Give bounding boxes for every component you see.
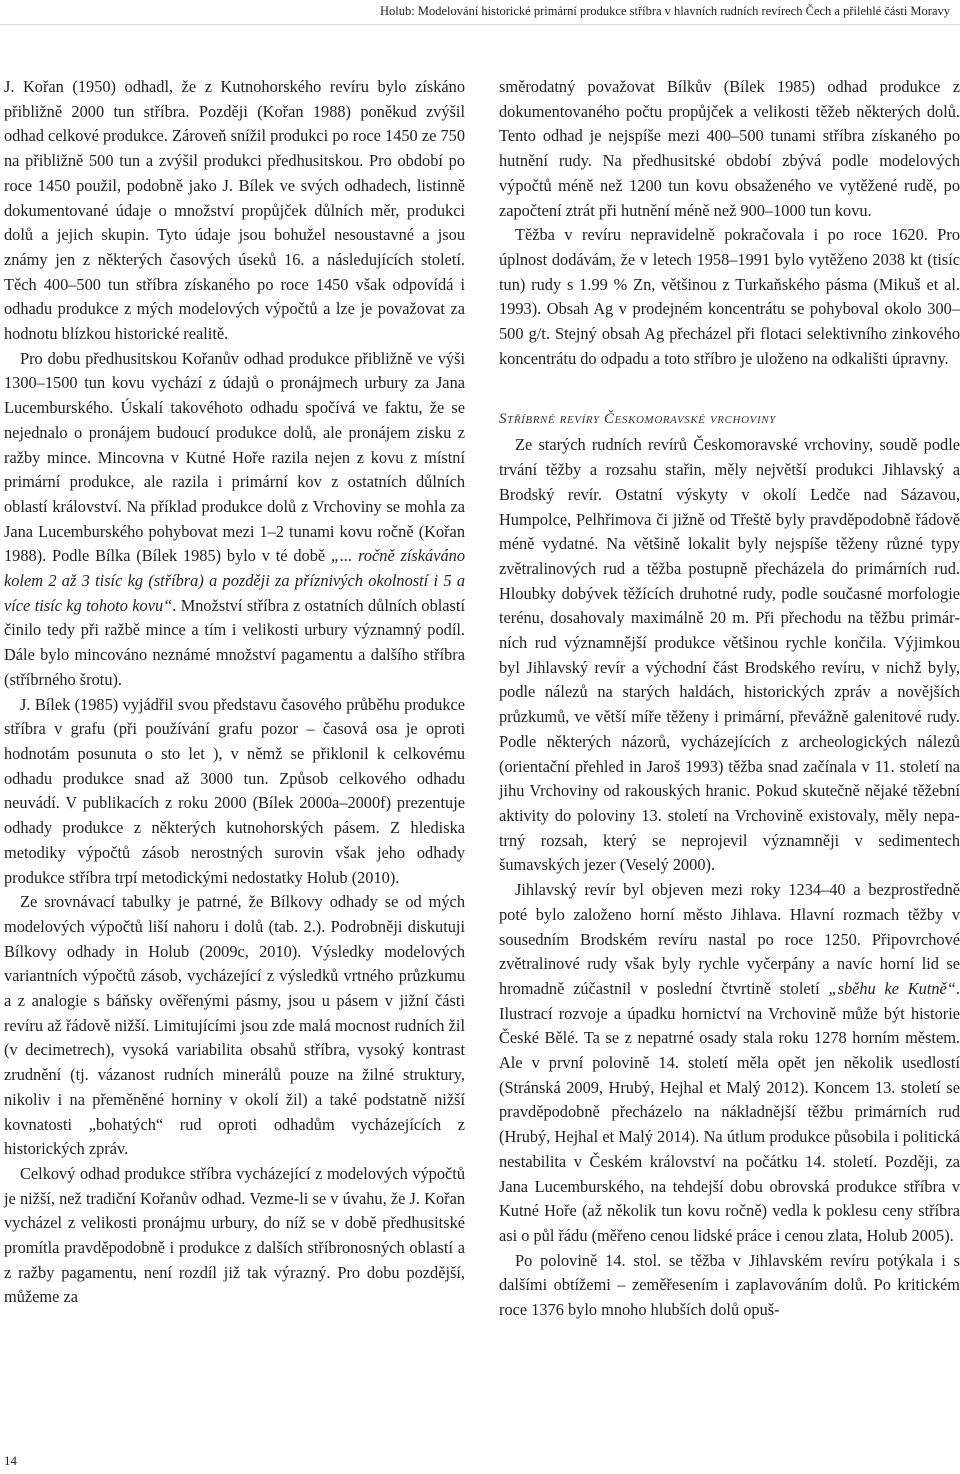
paragraph: J. Bílek (1985) vyjádřil svou představu časového průběhu produkce stříbra v grafu (při používání grafu pozor – časová osa je oproti hodnotám posunuta o sto let ), v němž se přiklonil k celkovému odhadu produkce snad až 3000 tun. Způsob celkového odhadu neuvádí. V publikacích z roku 2000 (Bílek 2000a–2000f) prezentuje odhady produkce z některých kutnohorských pásem. Z hlediska metodiky výpočtů zásob nerostných surovin však jeho odhady produkce stříbra trpí metodickými nedostatky Holub (2010). (4, 694, 465, 887)
paragraph (4, 347, 465, 693)
paragraph: Ze starých rudních revírů Českomoravské vrchoviny, soudě podle trvání těžby a rozsahu stařin, měly největší produkci Jihlavský a Brodský revír. Ostatní výskyty v okolí Ledče nad Sázavou, Humpolce, Pelhřimova či jižně od Třeště byly pravděpodobně řádově méně vydatné. Na většině lokalit byly nejspíše těženy různé typy zvětralinových rud a těžba postupně přecházela do primárních rud. Hloubky dobývek těžících druhotné rudy, podle současné morfologie terénu, dosahovaly maximálně 20 m. Při přechodu na těžbu primárních rud významnější produkce většinou rychle končila. Výjimkou byl Jihlavský revír a východní část Brodského revíru, v nichž byly, podle nálezů na starých haldách, historických zpráv a novějších průzkumů, ve větší míře těženy i primární, převážně galenitové rudy. Podle některých názorů, vycházejících z archeologických nálezů (orientační přehled in Jaroš 1993) těžba snad začínala v 11. století na jihu Vrchoviny od rakouských hranic. Pokud skutečně nějaké těžební aktivity do poloviny 13. století na Vrchovině existovaly, měly nepatrný rozsah, který se neprojevil významněji v sedimentech šumavských jezer (Veselý 2000). (499, 435, 960, 875)
paragraph: Těžba v revíru nepravidelně pokračovala i po roce 1620. Pro úplnost dodávám, že v letech 1958–1991 bylo vytěženo 2038 kt (tisíc tun) rudy s 1.99 % Zn, většinou z Turkaňského pásma (Mikuš et al. 1993). Obsah Ag v prodejném koncentrátu se pohyboval okolo 300–500 g/t. Stejný obsah Ag přecházel při flotaci selektivního zinkového koncentrátu do odpadu a toto stříbro je uloženo na odkališti úpravny. (499, 225, 960, 368)
page-number: 14 (4, 1453, 17, 1468)
paragraph: Po polovině 14. stol. se těžba v Jihlavském revíru potýkala i s dalšími obtížemi – zeměřesením i zaplavováním dolů. Po kritickém roce 1376 bylo mnoho hlubších dolů opuš- (499, 1250, 960, 1320)
paragraph: Ze srovnávací tabulky je patrné, že Bílkovy odhady se od mých modelových výpočtů liší nahoru i dolů (tab. 2.). Podrobněji diskutuji Bílkovy odhady in Holub (2009c, 2010). Výsledky modelových variantních výpočtů zásob, vycházející z výsledků vrtného průzkumu a z analogie s báňsky ověřenými pásmy, jsou u pásem v jižní části revíru až řádově nižší. Limitujícími jsou zde malá mocnost rudních žil (v decimetrech), vysoká variabilita obsahů stříbra, vysoký kontrast zrudnění (tj. vázanost rudních minerálů pouze na žilné struktury, nikoliv i na přeměněné horniny v okolí žil) a také podstatně nižší kovnatosti „bohatých“ rud oproti odhadům vycházejících z historických zpráv. (4, 892, 465, 1159)
paragraph-text: Pro dobu předhusitskou Kořanův odhad produkce přibližně ve výši 1300–1500 tun kovu vychází z údajů o pronájmech urbury za Jana Lucemburského. Úskalí takovéhoto odhadu spočívá ve faktu, že se nejednalo o pronájem budoucí produkce dolů, ale pronájem zisku z ražby mince. Mincovna v Kutné Hoře razila nejen z kovu z místní primární produkce, ale razila i primární kov z ostatních důlních oblastí království. Na příklad produkce dolů z Vrchoviny se mohla za Jana Lucemburského pohybovat mezi 1–2 tunami kovu ročně (Kořan 1988). Podle Bílka (Bílek 1985) bylo v té době (4, 348, 465, 566)
quote: „sběhu ke Kutně“ (828, 978, 956, 998)
paragraph: směrodatný považovat Bílkův (Bílek 1985) odhad produkce z dokumentovaného počtu propůjček a velikosti těžeb některých dolů. Tento odhad je nejspíše mezi 400–500 tunami stříbra získaného po hutnění rudy. Na předhusitské období zbývá podle modelových výpočtů méně než 1200 tun kovu obsaženého ve vytěžené rudě, po započtení ztrát při hutnění méně než 900–1000 tun kovu. (499, 77, 960, 220)
quote: „... ročně získáváno kolem 2 až 3 tisíc kg (stříbra) a později za příznivých okolností i 5 a více tisíc kg tohoto kovu“ (4, 546, 465, 615)
section-heading: Stříbrné revíry Českomoravské vrchoviny (499, 411, 776, 428)
right-column (499, 75, 960, 1323)
paragraph: Celkový odhad produkce stříbra vycházející z modelových výpočtů je nižší, než tradiční Kořanův odhad. Vezme-li se v úvahu, že J. Kořan vycházel z velikosti pronájmu urbury, do níž se v době předhusitské promítla pravděpodobně i produkce z dalších stříbronosných oblastí a z ražby pagamentu, není rozdíl již tak výrazný. Pro dobu pozdější, můžeme za (4, 1163, 465, 1307)
paragraph-text: Jihlavský revír byl objeven mezi roky 1234–40 a bezprostředně poté bylo založeno horní město Jihlava. Hlavní rozmach těžby v sousedním Brodském revíru nastal po roce 1250. Připovrchové zvětralinové rudy však byly rychle vyčerpány a navíc horní lid se hromadně zúčastnil v poslední čtvrtině století (499, 880, 960, 998)
header-rule (0, 24, 960, 25)
left-column (4, 75, 465, 1310)
paragraph-text: . Ilustrací rozvoje a úpadku hornictví na Vrchovině může být historie České Bělé. Ta se z nepatrné osady stala roku 1278 horním městem. Ale v první polovině 14. století měla opět jen několik usedlostí (Stránská 2009, Hrubý, Hejhal et Malý 2012). Koncem 13. století se pravděpodobně přecházelo na nákladnější těžbu primárních rud (Hrubý, Hejhal et Malý 2014). Na útlum produkce působila i politická nestabilita v Českém království na počátku 14. století. Později, za Jana Lucemburského, na tehdejší dobu obrovská produkce stříbra v Kutné Hoře (až několik tun kovu ročně) vedla k poklesu ceny stříbra asi o půl řádu (měřeno cenou lidské práce i cenou zlata, Holub 2005). (499, 978, 960, 1245)
paragraph-text: . Množství stříbra z ostatních důlních oblastí činilo tedy při ražbě mince a tím i velikosti urbury významný podíl. Dále bylo mincováno neznámé množství pagamentu a dalšího stříbra (stříbrného šrotu). (4, 595, 465, 689)
paragraph (499, 878, 960, 1249)
paragraph: J. Kořan (1950) odhadl, že z Kutnohorského revíru bylo získáno přibližně 2000 tun stříbra. Později (Kořan 1988) poněkud zvýšil odhad celkové produkce. Zároveň snížil produkci po roce 1450 ze 750 na přibližně 500 tun a zvýšil produkci předhusitskou. Pro období po roce 1450 použil, podobně jako J. Bílek ve svých odhadech, listinně dokumentované údaje o množství propůjček důlních měr, produkci dolů a jejich skupin. Tyto údaje jsou bohužel nesoustavné a jsou známy jen z některých časových úseků 16. a následujících století. Těch 400–500 tun stříbra získaného po roce 1450 však odpovídá i odhadu produkce z mých modelových výpočtů a lze je považovat za hodnotu blízkou historické realitě. (4, 77, 465, 344)
running-header: Holub: Modelování historické primární produkce stříbra v hlavních rudních revírech Čech a přilehlé části Moravy (380, 4, 950, 18)
